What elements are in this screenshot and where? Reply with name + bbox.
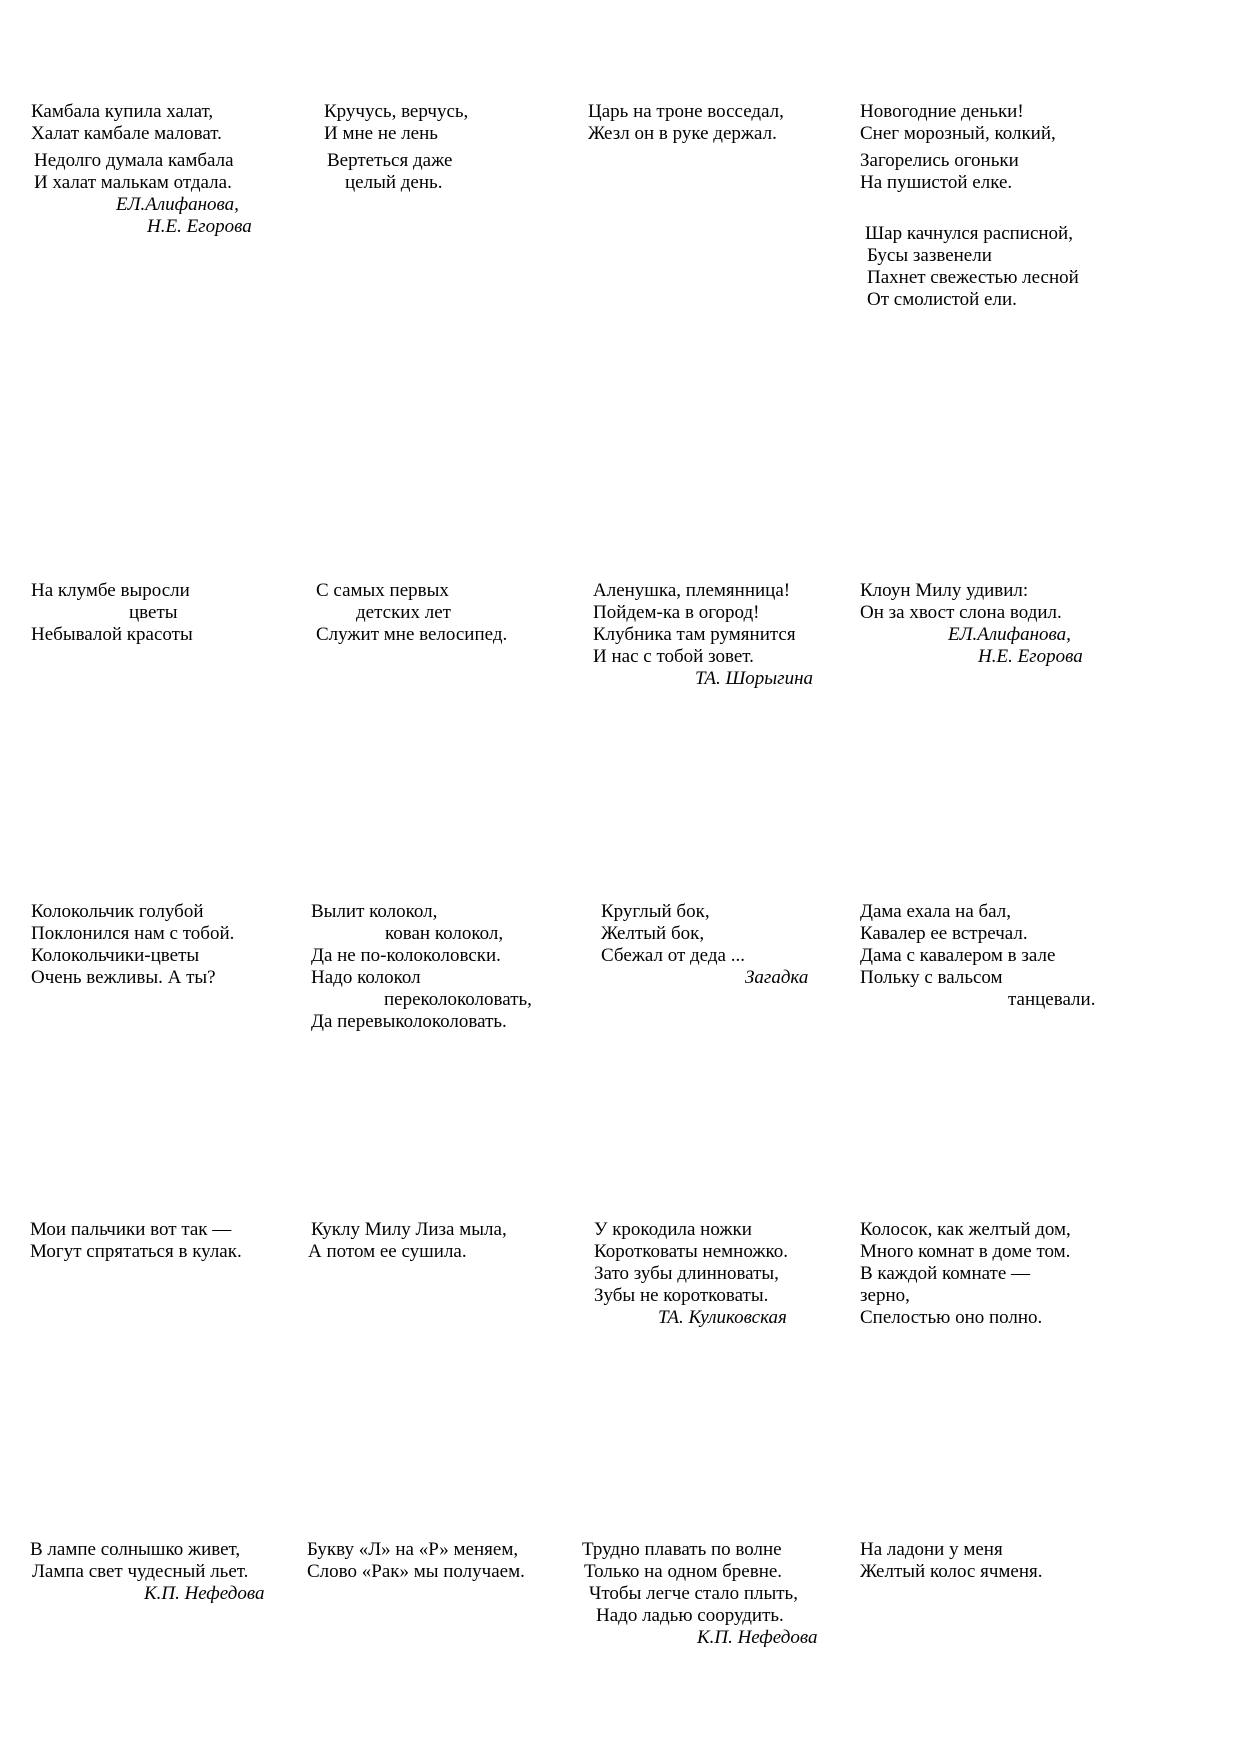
poem-author: Н.Е. Егорова bbox=[978, 646, 1083, 667]
poem-line: переколоколовать, bbox=[384, 989, 532, 1010]
poem-kolosok bbox=[860, 1219, 1071, 1329]
poem-line: Клубника там румянится bbox=[593, 624, 796, 645]
poem-kolokol bbox=[311, 901, 532, 1033]
poem-line: Да перевыколоколовать. bbox=[311, 1011, 507, 1032]
poem-line: У крокодила ножки bbox=[594, 1219, 752, 1240]
poem-line: цветы bbox=[129, 602, 178, 623]
poem-line: Коротковаты немножко. bbox=[594, 1241, 788, 1262]
poem-line: Да не по-колоколовски. bbox=[311, 945, 501, 966]
poem-klumba bbox=[31, 580, 193, 646]
poem-ladoni bbox=[860, 1539, 1043, 1583]
poem-line: Жезл он в руке держал. bbox=[588, 123, 777, 144]
poem-line: Польку с вальсом bbox=[860, 967, 1003, 988]
poem-line: Желтый колос ячменя. bbox=[860, 1561, 1043, 1582]
poem-kolobok bbox=[601, 901, 808, 989]
poem-line: И нас с тобой зовет. bbox=[593, 646, 754, 667]
poem-velosiped bbox=[316, 580, 507, 646]
poem-line: На клумбе выросли bbox=[31, 580, 190, 601]
poem-line: Много комнат в доме том. bbox=[860, 1241, 1071, 1262]
poem-line: Шар качнулся расписной, bbox=[865, 223, 1073, 244]
poem-line: И халат малькам отдала. bbox=[34, 172, 232, 193]
poem-line: Он за хвост слона водил. bbox=[860, 602, 1062, 623]
poem-line: зерно, bbox=[860, 1285, 910, 1306]
poem-line: Царь на троне восседал, bbox=[588, 101, 784, 122]
poem-line: Только на одном бревне. bbox=[584, 1561, 783, 1582]
poem-bukva bbox=[307, 1539, 525, 1583]
poem-alenushka bbox=[593, 580, 813, 690]
poem-line: Колокольчики-цветы bbox=[31, 945, 200, 966]
poem-line: Небывалой красоты bbox=[31, 624, 193, 645]
poem-novogodnie bbox=[860, 101, 1056, 194]
poem-line: Спелостью оно полно. bbox=[860, 1307, 1043, 1328]
poem-line: Пахнет свежестью лесной bbox=[867, 267, 1079, 288]
poem-author: ТА. Шорыгина bbox=[695, 668, 813, 689]
poem-author: К.П. Нефедова bbox=[144, 1583, 265, 1604]
poem-line: Служит мне велосипед. bbox=[316, 624, 508, 645]
poem-line: Надо ладью соорудить. bbox=[596, 1605, 784, 1626]
poem-line: Бусы зазвенели bbox=[867, 245, 992, 266]
poem-line: Новогодние деньки! bbox=[860, 101, 1024, 122]
poem-line: Загорелись огоньки bbox=[860, 150, 1019, 171]
poem-kruchus bbox=[324, 101, 468, 194]
poem-line: На ладони у меня bbox=[860, 1539, 1003, 1560]
poem-line: кован колокол, bbox=[385, 923, 504, 944]
poem-line: Вертеться даже bbox=[327, 150, 453, 171]
poem-dama bbox=[860, 901, 1095, 1011]
poem-line: Зубы не коротковаты. bbox=[594, 1285, 769, 1306]
poem-line: От смолистой ели. bbox=[867, 289, 1017, 310]
poem-line: целый день. bbox=[345, 172, 443, 193]
poem-line: Дама ехала на бал, bbox=[860, 901, 1012, 922]
poem-line: Камбала купила халат, bbox=[31, 101, 214, 122]
poem-author: ЕЛ.Алифанова, bbox=[116, 194, 239, 215]
poem-author: Н.Е. Егорова bbox=[147, 216, 252, 237]
poem-line: детских лет bbox=[356, 602, 451, 623]
poem-line: Могут спрятаться в кулак. bbox=[30, 1241, 242, 1262]
poem-line: С самых первых bbox=[316, 580, 449, 601]
poem-line: Колосок, как желтый дом, bbox=[860, 1219, 1071, 1240]
poem-line: Мои пальчики вот так — bbox=[30, 1219, 232, 1240]
poem-line: Кручусь, верчусь, bbox=[324, 101, 469, 122]
poem-line: И мне не лень bbox=[324, 123, 438, 144]
poem-line: Колокольчик голубой bbox=[31, 901, 204, 922]
poem-line: танцевали. bbox=[1008, 989, 1096, 1010]
poem-line: Недолго думала камбала bbox=[34, 150, 234, 171]
poem-line: А потом ее сушила. bbox=[308, 1241, 467, 1262]
poem-kloun bbox=[860, 580, 1083, 668]
poem-line: Клоун Милу удивил: bbox=[860, 580, 1029, 601]
poem-line: Круглый бок, bbox=[601, 901, 710, 922]
poem-line: Вылит колокол, bbox=[311, 901, 438, 922]
poem-line: Пойдем-ка в огород! bbox=[593, 602, 760, 623]
poem-line: На пушистой елке. bbox=[860, 172, 1013, 193]
poem-line: Сбежал от деда ... bbox=[601, 945, 745, 966]
poem-line: Халат камбале маловат. bbox=[31, 123, 222, 144]
poem-line: Лампа свет чудесный льет. bbox=[32, 1561, 249, 1582]
poem-author: ТА. Куликовская bbox=[658, 1307, 787, 1328]
poem-line: Желтый бок, bbox=[601, 923, 705, 944]
poem-kambala bbox=[31, 101, 252, 238]
poem-line: Зато зубы длинноваты, bbox=[594, 1263, 779, 1284]
poem-line: Поклонился нам с тобой. bbox=[31, 923, 235, 944]
poem-kolokolchik bbox=[31, 901, 234, 989]
poem-line: Чтобы легче стало плыть, bbox=[589, 1583, 798, 1604]
poem-line: Куклу Милу Лиза мыла, bbox=[311, 1219, 507, 1240]
poem-line: Снег морозный, колкий, bbox=[860, 123, 1056, 144]
poem-palchiki bbox=[30, 1219, 242, 1263]
poem-lampa bbox=[30, 1539, 264, 1605]
poem-line: Слово «Рак» мы получаем. bbox=[307, 1561, 525, 1582]
poem-author: Загадка bbox=[745, 967, 809, 988]
poem-line: Дама с кавалером в зале bbox=[860, 945, 1056, 966]
poem-plavat bbox=[582, 1539, 817, 1649]
poem-shar bbox=[865, 223, 1079, 311]
poem-line: Очень вежливы. А ты? bbox=[31, 967, 216, 988]
poem-line: Кавалер ее встречал. bbox=[860, 923, 1028, 944]
poem-line: Аленушка, племянница! bbox=[593, 580, 791, 601]
poem-line: Трудно плавать по волне bbox=[582, 1539, 782, 1560]
poem-tsar bbox=[588, 101, 784, 145]
poem-krokodil bbox=[594, 1219, 788, 1329]
poem-line: В лампе солнышко живет, bbox=[30, 1539, 241, 1560]
poem-author: ЕЛ.Алифанова, bbox=[948, 624, 1071, 645]
poem-author: К.П. Нефедова bbox=[697, 1627, 818, 1648]
poem-kukla bbox=[308, 1219, 507, 1263]
poem-line: Надо колокол bbox=[311, 967, 421, 988]
poem-line: В каждой комнате — bbox=[860, 1263, 1031, 1284]
poem-line: Букву «Л» на «Р» меняем, bbox=[307, 1539, 519, 1560]
